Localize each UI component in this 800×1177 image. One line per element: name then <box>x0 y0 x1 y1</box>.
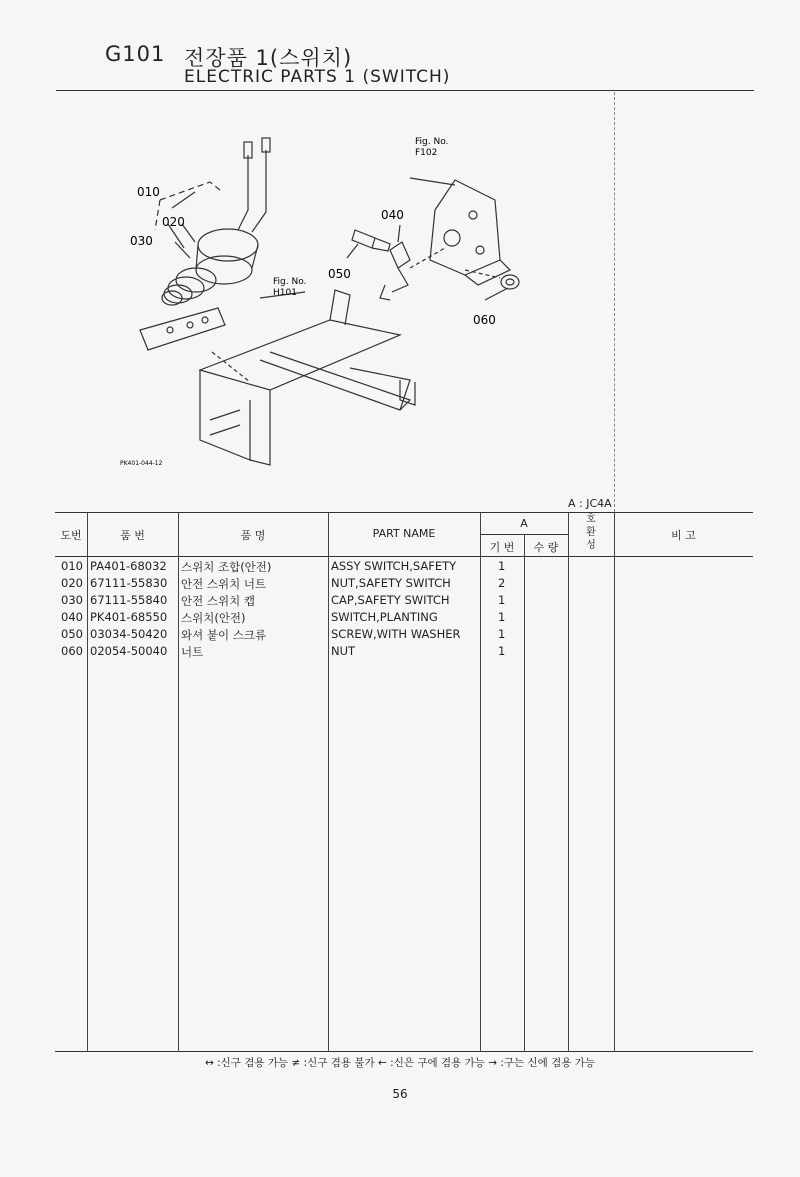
header-part-number: 품 번 <box>120 529 145 542</box>
table-top-rule <box>55 512 753 513</box>
row-qty: 1 <box>498 627 506 641</box>
row-name-en: NUT,SAFETY SWITCH <box>331 576 451 590</box>
col-divider <box>568 512 569 1052</box>
parts-diagram <box>100 120 610 480</box>
col-divider <box>328 512 329 1052</box>
row-name-ko: 너트 <box>181 645 204 659</box>
col-divider <box>178 512 179 1052</box>
callout-060: 060 <box>473 313 496 327</box>
fig-ref-label-h101: Fig. No. <box>273 277 307 287</box>
row-no: 050 <box>61 627 83 641</box>
row-qty: 2 <box>498 576 506 590</box>
row-name-en: SWITCH,PLANTING <box>331 610 438 624</box>
header-qty-basic: 기 번 <box>489 541 515 554</box>
row-name-ko: 와셔 붙이 스크류 <box>181 628 267 642</box>
row-no: 010 <box>61 559 83 573</box>
page-title-ko: 전장품 1(스위치) <box>184 46 353 70</box>
row-part-number: 67111-55830 <box>90 576 168 590</box>
page-title-en: ELECTRIC PARTS 1 (SWITCH) <box>184 67 451 87</box>
row-name-en: SCREW,WITH WASHER <box>331 627 461 641</box>
header-rule <box>56 90 754 91</box>
col-divider <box>614 512 615 1052</box>
header-interchange: 호 환 성 <box>586 514 596 551</box>
header-remarks: 비 고 <box>671 529 696 542</box>
callout-010: 010 <box>137 185 160 199</box>
row-qty: 1 <box>498 593 506 607</box>
row-qty: 1 <box>498 559 506 573</box>
row-name-ko: 안전 스위치 너트 <box>181 577 267 591</box>
drawing-code: PK401-044-12 <box>120 460 163 467</box>
row-part-number: 67111-55840 <box>90 593 168 607</box>
row-name-en: CAP,SAFETY SWITCH <box>331 593 450 607</box>
header-part-name-en: PART NAME <box>372 527 436 540</box>
header-qty-count: 수 량 <box>533 541 559 554</box>
callout-040: 040 <box>381 208 404 222</box>
diagram-divider <box>614 92 615 512</box>
header-group-a: A <box>520 517 528 530</box>
callout-030: 030 <box>130 234 153 248</box>
row-qty: 1 <box>498 610 506 624</box>
header-no: 도번 <box>60 529 82 542</box>
row-part-number: 02054-50040 <box>90 644 168 658</box>
page-code: G101 <box>105 42 166 66</box>
fig-ref-code-f102: F102 <box>415 148 438 158</box>
row-qty: 1 <box>498 644 506 658</box>
callout-020: 020 <box>162 215 185 229</box>
row-name-ko: 스위치 조합(안전) <box>181 560 272 574</box>
col-divider <box>87 512 88 1052</box>
row-name-ko: 스위치(안전) <box>181 611 246 625</box>
col-divider <box>480 512 481 1052</box>
page-number: 56 <box>392 1087 408 1101</box>
table-bottom-rule <box>55 1051 753 1052</box>
row-name-en: ASSY SWITCH,SAFETY <box>331 559 457 573</box>
parts-table <box>55 512 753 1052</box>
table-header-rule <box>55 556 753 557</box>
col-divider <box>524 534 525 1052</box>
column-note: A : JC4A <box>568 497 612 510</box>
header-part-name-ko: 품 명 <box>240 529 266 542</box>
row-no: 060 <box>61 644 83 658</box>
callout-050: 050 <box>328 267 351 281</box>
fig-ref-label-f102: Fig. No. <box>415 137 449 147</box>
row-no: 020 <box>61 576 83 590</box>
row-part-number: PA401-68032 <box>90 559 167 573</box>
row-name-ko: 안전 스위치 캡 <box>181 594 255 608</box>
row-part-number: 03034-50420 <box>90 627 168 641</box>
row-part-number: PK401-68550 <box>90 610 168 624</box>
row-name-en: NUT <box>331 644 356 658</box>
fig-ref-code-h101: H101 <box>273 288 297 298</box>
compatibility-legend: ↔ :신구 겸용 가능 ≠ :신구 겸용 불가 ← :신은 구에 겸용 가능 → :구는 신에 겸용 가능 <box>204 1057 596 1069</box>
row-no: 040 <box>61 610 83 624</box>
row-no: 030 <box>61 593 83 607</box>
